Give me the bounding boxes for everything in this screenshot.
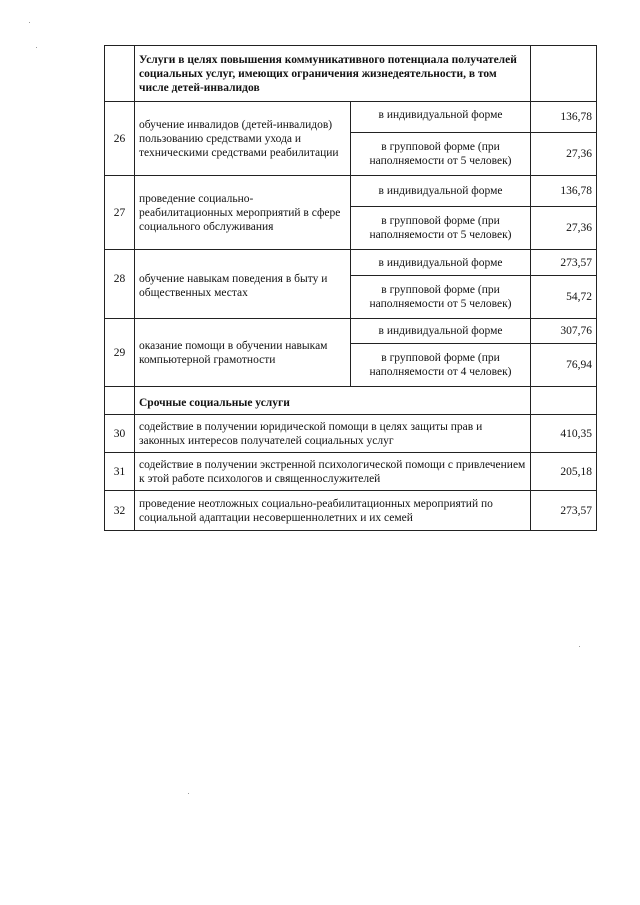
section-header-row	[105, 387, 597, 415]
service-name: содействие в получении экстренной психологической помощи с привлечением к этой работе психологов и священнослужителей	[135, 453, 531, 491]
price-group: 27,36	[531, 207, 597, 250]
table-row	[105, 250, 597, 276]
scan-speck	[29, 22, 30, 23]
price-individual: 307,76	[531, 319, 597, 344]
row-number: 31	[105, 453, 135, 491]
form-group: в групповой форме (при наполняемости от 4 человек)	[351, 344, 531, 387]
table-row	[105, 319, 597, 344]
table-row	[105, 415, 597, 453]
price: 273,57	[531, 491, 597, 531]
table-row	[105, 176, 597, 207]
price-individual: 273,57	[531, 250, 597, 276]
empty-cell	[531, 46, 597, 102]
empty-cell	[531, 387, 597, 415]
table-row	[105, 453, 597, 491]
row-number: 27	[105, 176, 135, 250]
section-header-row	[105, 46, 597, 102]
table-row	[105, 102, 597, 133]
price: 205,18	[531, 453, 597, 491]
row-number: 28	[105, 250, 135, 319]
price: 410,35	[531, 415, 597, 453]
form-individual: в индивидуальной форме	[351, 102, 531, 133]
service-name: проведение неотложных социально-реабилитационных мероприятий по социальной адаптации несовершеннолетних и их семей	[135, 491, 531, 531]
price-group: 27,36	[531, 133, 597, 176]
service-name: проведение социально-реабилитационных мероприятий в сфере социального обслуживания	[135, 176, 351, 250]
service-name: обучение инвалидов (детей-инвалидов) пользованию средствами ухода и техническими средствами реабилитации	[135, 102, 351, 176]
form-group: в групповой форме (при наполняемости от 5 человек)	[351, 133, 531, 176]
service-name: оказание помощи в обучении навыкам компьютерной грамотности	[135, 319, 351, 387]
section-title: Срочные социальные услуги	[135, 387, 531, 415]
row-number: 26	[105, 102, 135, 176]
scan-speck	[188, 793, 189, 794]
empty-cell	[105, 387, 135, 415]
empty-cell	[105, 46, 135, 102]
price-group: 76,94	[531, 344, 597, 387]
scan-speck	[579, 646, 580, 647]
form-individual: в индивидуальной форме	[351, 250, 531, 276]
form-individual: в индивидуальной форме	[351, 176, 531, 207]
scan-speck	[36, 47, 37, 48]
row-number: 32	[105, 491, 135, 531]
service-name: содействие в получении юридической помощи в целях защиты прав и законных интересов получателей социальных услуг	[135, 415, 531, 453]
service-name: обучение навыкам поведения в быту и общественных местах	[135, 250, 351, 319]
form-group: в групповой форме (при наполняемости от 5 человек)	[351, 207, 531, 250]
price-individual: 136,78	[531, 102, 597, 133]
row-number: 30	[105, 415, 135, 453]
form-individual: в индивидуальной форме	[351, 319, 531, 344]
services-table	[104, 45, 597, 531]
price-individual: 136,78	[531, 176, 597, 207]
row-number: 29	[105, 319, 135, 387]
table-row	[105, 491, 597, 531]
form-group: в групповой форме (при наполняемости от 5 человек)	[351, 276, 531, 319]
price-group: 54,72	[531, 276, 597, 319]
section-title: Услуги в целях повышения коммуникативного потенциала получателей социальных услуг, имеющих ограничения жизнедеятельности, в том числе детей-инвалидов	[135, 46, 531, 102]
